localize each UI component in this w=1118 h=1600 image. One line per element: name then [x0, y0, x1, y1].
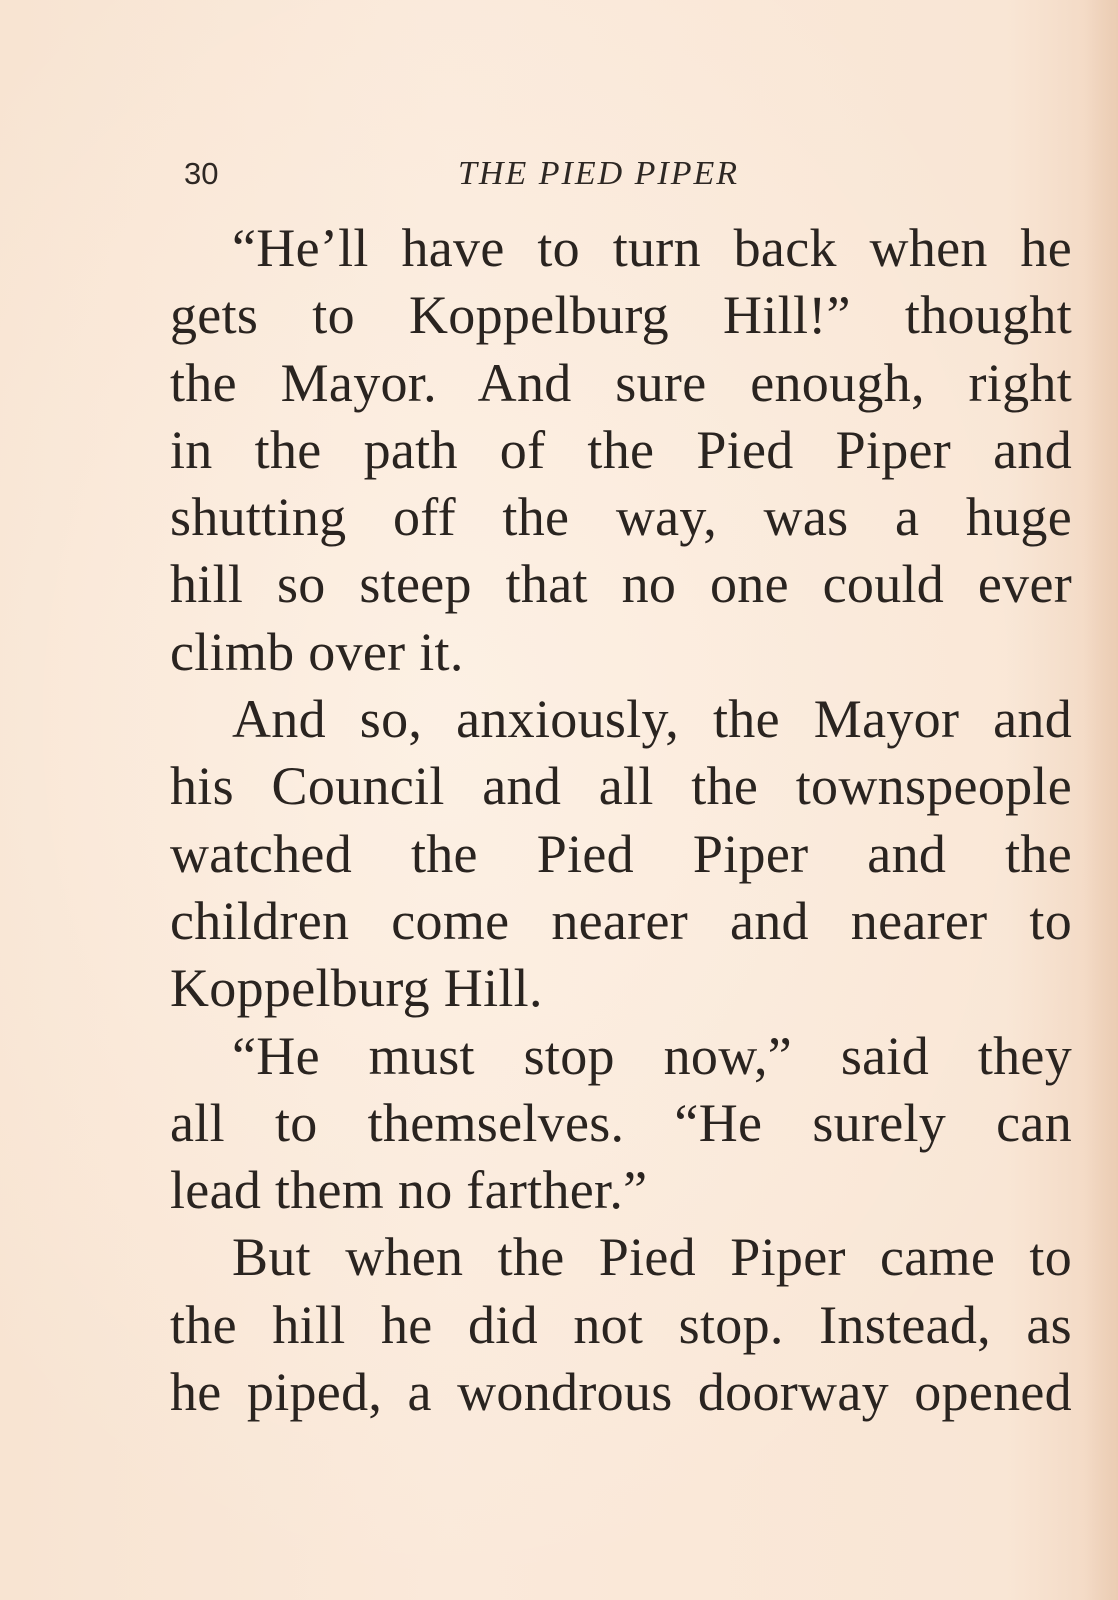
- body-text: [170, 215, 1072, 1426]
- text-line: the Mayor. And sure enough, right: [170, 352, 1072, 413]
- text-line: watched the Pied Piper and the: [170, 823, 1072, 884]
- text-line: “He’ll have to turn back when he: [232, 218, 1072, 278]
- text-line: lead them no farther.”: [170, 1160, 648, 1221]
- text-line: And so, anxiously, the Mayor and: [232, 689, 1072, 750]
- text-line: shutting off the way, was a huge: [170, 487, 1072, 548]
- text-line: the hill he did not stop. Instead, as: [170, 1294, 1072, 1355]
- text-line: all to themselves. “He surely can: [170, 1092, 1072, 1153]
- text-line: children come nearer and nearer to: [170, 890, 1072, 951]
- text-line: But when the Pied Piper came to: [232, 1227, 1072, 1288]
- text-line: Koppelburg Hill.: [170, 958, 543, 1019]
- text-line: “He must stop now,” said they: [232, 1025, 1072, 1086]
- text-line: gets to Koppelburg Hill!” thought: [170, 285, 1072, 346]
- text-line: climb over it.: [170, 621, 464, 682]
- text-line: hill so steep that no one could ever: [170, 554, 1072, 615]
- page-number: 30: [184, 156, 219, 191]
- running-title: THE PIED PIPER: [458, 155, 740, 192]
- text-line: in the path of the Pied Piper and: [170, 419, 1072, 480]
- text-line: he piped, a wondrous doorway opened: [170, 1362, 1072, 1423]
- page-edge-shadow: [1084, 0, 1118, 1600]
- running-head: [184, 152, 804, 196]
- text-line: his Council and all the townspeople: [170, 756, 1072, 817]
